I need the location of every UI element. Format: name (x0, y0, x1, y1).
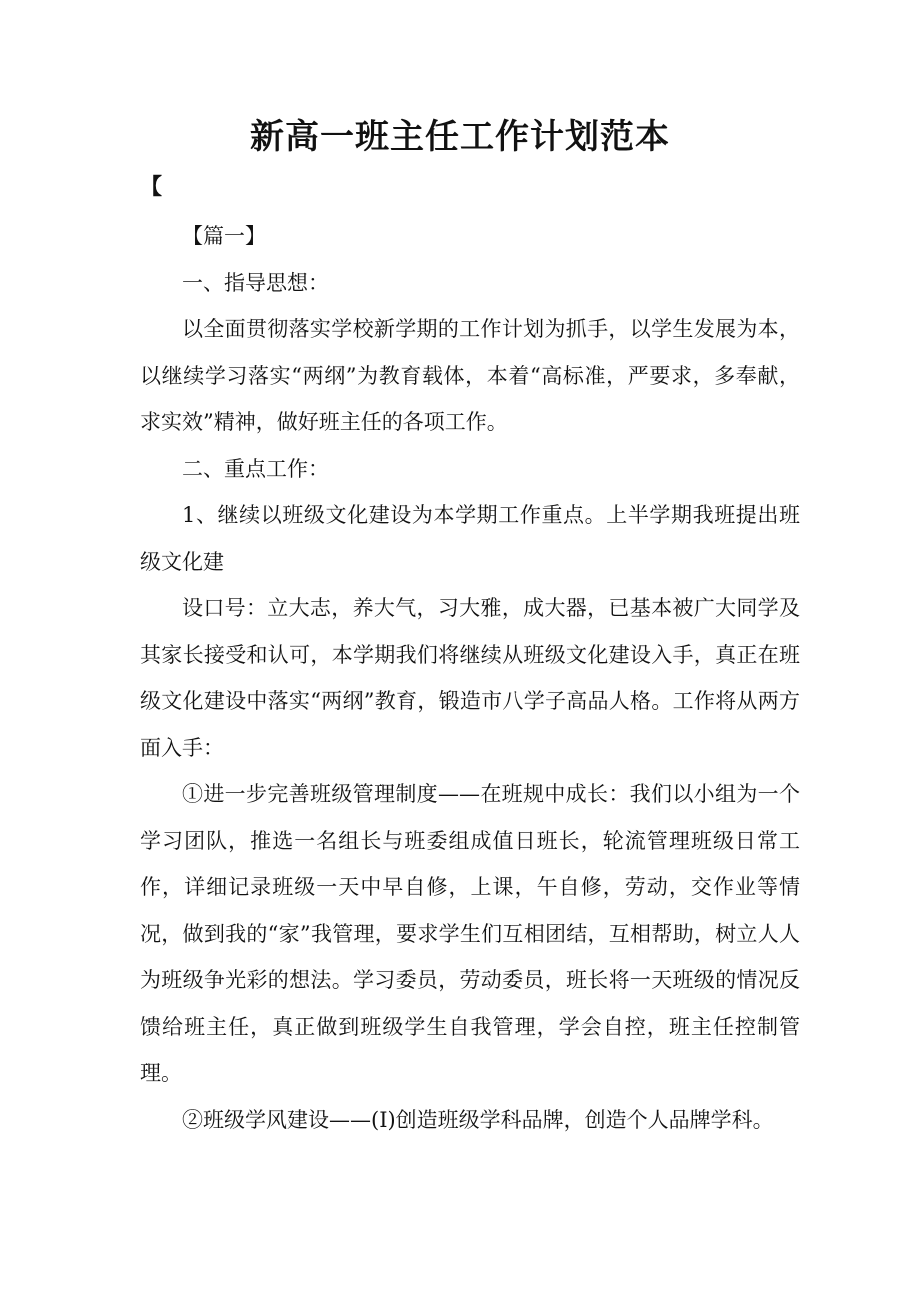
document-body (140, 213, 800, 1143)
document-bracket: 【 (140, 174, 163, 200)
heading-key-work: 二、重点工作： (182, 456, 329, 481)
paragraph-management: ①进一步完善班级管理制度——在班规中成长：我们以小组为一个学习团队，推选一名组长与班委组成值日班长，轮流管理班级日常工作，详细记录班级一天中早自修，上课，午自修，劳动，交作业等情况，做到我的“家”我管理，要求学生们互相团结，互相帮助，树立人人为班级争光彩的想法。学习委员，劳动委员，班长将一天班级的情况反馈给班主任，真正做到班级学生自我管理，学会自控，班主任控制管理。 (140, 782, 800, 1085)
paragraph-study-style: ②班级学风建设——(Ⅰ)创造班级学科品牌，创造个人品牌学科。 (182, 1107, 774, 1132)
section-label: 【篇一】 (182, 224, 266, 248)
heading-guiding-thought: 一、指导思想： (182, 270, 329, 295)
document-title: 新高一班主任工作计划范本 (250, 117, 670, 157)
paragraph-slogan: 设口号：立大志，养大气，习大雅，成大器，已基本被广大同学及其家长接受和认可，本学期我们将继续从班级文化建设入手，真正在班级文化建设中落实“两纲”教育，锻造市八学子高品人格。工作将从两方面入手： (140, 596, 800, 760)
paragraph-key-work-1: 1、继续以班级文化建设为本学期工作重点。上半学期我班提出班级文化建 (140, 503, 800, 574)
paragraph-guiding-thought: 以全面贯彻落实学校新学期的工作计划为抓手，以学生发展为本，以继续学习落实“两纲”为教育载体，本着“高标准，严要求，多奉献，求实效”精神，做好班主任的各项工作。 (140, 317, 800, 434)
